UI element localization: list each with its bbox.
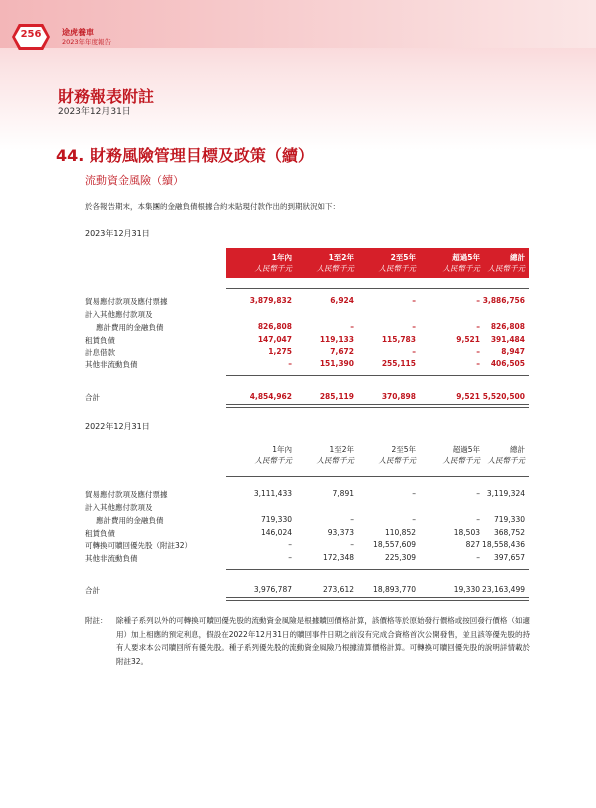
table-2022-date: 2022年12月31日 — [85, 422, 150, 431]
column-header — [455, 444, 525, 466]
cell: – — [412, 296, 416, 305]
cell: – — [476, 347, 480, 356]
table-row — [85, 528, 529, 538]
cell: 285,119 — [319, 392, 354, 401]
row-label: 貿易應付款項及應付票據 — [85, 490, 168, 499]
column-header — [346, 252, 416, 274]
cell: 397,657 — [493, 553, 525, 562]
row-label: 應計費用的金融負債 — [96, 516, 164, 525]
cell: – — [412, 347, 416, 356]
row-label: 計入其他應付款項及 — [85, 310, 153, 319]
table-row — [85, 296, 529, 306]
column-period: 總計 — [510, 445, 525, 454]
table-2022-header — [226, 444, 529, 472]
table-2023-total-line — [226, 404, 529, 408]
cell: 18,557,609 — [373, 540, 416, 549]
table-2022-total-line — [226, 597, 529, 601]
cell: – — [476, 296, 480, 305]
cell: 6,924 — [330, 296, 354, 305]
cell: 826,808 — [257, 322, 292, 331]
page-number: 256 — [20, 29, 42, 40]
cell: – — [476, 322, 480, 331]
cell: – — [350, 322, 354, 331]
column-unit: 人民幣千元 — [316, 264, 354, 273]
table-row — [85, 359, 529, 369]
footnote-label: 附註： — [85, 616, 108, 625]
cell: 7,672 — [330, 347, 354, 356]
row-label: 其他非流動負債 — [85, 554, 138, 563]
cell: 719,330 — [493, 515, 525, 524]
table-row — [85, 489, 529, 499]
row-label: 租賃負債 — [85, 336, 115, 345]
page-date: 2023年12月31日 — [58, 107, 131, 117]
row-label: 租賃負債 — [85, 529, 115, 538]
cell: 151,390 — [319, 359, 354, 368]
cell: 93,373 — [327, 528, 354, 537]
column-unit: 人民幣千元 — [378, 264, 416, 273]
table-row — [85, 515, 529, 525]
cell: 3,119,324 — [486, 489, 525, 498]
table-row — [85, 347, 529, 357]
table-row — [85, 540, 529, 550]
cell: – — [476, 359, 480, 368]
column-period: 2至5年 — [391, 445, 416, 454]
section-title: 44. 財務風險管理目標及政策（續） — [56, 146, 314, 165]
cell: 172,348 — [322, 553, 354, 562]
table-2023-divider — [226, 288, 529, 289]
table-row — [85, 309, 529, 319]
column-header — [455, 252, 525, 274]
section-subtitle: 流動資金風險（續） — [85, 174, 184, 187]
column-unit: 人民幣千元 — [442, 264, 480, 273]
table-row — [85, 502, 529, 512]
column-period: 超過5年 — [452, 253, 480, 262]
cell: 8,947 — [501, 347, 525, 356]
column-period: 1年內 — [271, 253, 292, 262]
row-label: 可轉換可贖回優先股（附註32） — [85, 541, 193, 550]
cell: 826,808 — [490, 322, 525, 331]
report-name: 2023年年度報告 — [62, 38, 112, 46]
cell: 3,111,433 — [253, 489, 292, 498]
cell: 827 — [465, 540, 480, 549]
company-name: 途虎養車 — [62, 28, 94, 37]
cell: 3,976,787 — [253, 585, 292, 594]
row-label: 合計 — [85, 393, 100, 402]
column-unit: 人民幣千元 — [316, 456, 354, 465]
column-header — [226, 444, 292, 466]
cell: – — [412, 322, 416, 331]
cell: 406,505 — [490, 359, 525, 368]
row-label: 合計 — [85, 586, 100, 595]
row-label: 貿易應付款項及應付票據 — [85, 297, 168, 306]
cell: – — [288, 540, 292, 549]
column-period: 1至2年 — [328, 253, 354, 262]
cell: 3,879,832 — [249, 296, 292, 305]
cell: 370,898 — [381, 392, 416, 401]
cell: 1,275 — [268, 347, 292, 356]
table-2022-divider — [226, 476, 529, 477]
cell: – — [288, 553, 292, 562]
column-unit: 人民幣千元 — [487, 456, 525, 465]
column-header — [284, 252, 354, 274]
cell: 391,484 — [490, 335, 525, 344]
cell: 18,893,770 — [373, 585, 416, 594]
row-label: 計入其他應付款項及 — [85, 503, 153, 512]
cell: – — [476, 553, 480, 562]
cell: 23,163,499 — [482, 585, 525, 594]
cell: – — [412, 515, 416, 524]
table-2023-date: 2023年12月31日 — [85, 229, 150, 238]
cell: 255,115 — [381, 359, 416, 368]
cell: – — [350, 515, 354, 524]
table-2023-header — [226, 248, 529, 278]
column-header — [284, 444, 354, 466]
table-row-total — [85, 392, 529, 402]
cell: 225,309 — [384, 553, 416, 562]
cell: 273,612 — [322, 585, 354, 594]
cell: 368,752 — [493, 528, 525, 537]
column-period: 1至2年 — [329, 445, 354, 454]
column-header — [226, 252, 292, 274]
cell: 5,520,500 — [482, 392, 525, 401]
cell: 119,133 — [319, 335, 354, 344]
column-header — [346, 444, 416, 466]
page-title: 財務報表附註 — [58, 87, 155, 106]
row-label: 計息借款 — [85, 348, 115, 357]
cell: – — [350, 540, 354, 549]
table-row — [85, 553, 529, 563]
cell: 9,521 — [456, 335, 480, 344]
column-unit: 人民幣千元 — [254, 264, 292, 273]
cell: – — [288, 359, 292, 368]
table-row — [85, 335, 529, 345]
column-unit: 人民幣千元 — [254, 456, 292, 465]
footnote-text: 除種子系列以外的可轉換可贖回優先股的流動資金風險是根據贖回價格計算，該價格等於原始發行價格或按回發行價格（如適用）加上相應的預定利息，假設在2022年12月31日的贖回事件日期之前沒有完成合資格首次公開發售，並且該等優先股的持有人要求本公司贖回所有優先股。種子系列優先股的流動資金風險乃根據清算價格計算。可轉換可贖回優先股的說明詳情載於附註32。 — [116, 616, 530, 666]
cell: 18,503 — [453, 528, 480, 537]
cell: – — [412, 489, 416, 498]
cell: – — [476, 515, 480, 524]
cell: 719,330 — [260, 515, 292, 524]
cell: 115,783 — [381, 335, 416, 344]
intro-text: 於各報告期末，本集團的金融負債根據合約未貼現付款作出的到期狀況如下： — [85, 202, 340, 211]
cell: 9,521 — [456, 392, 480, 401]
cell: 7,891 — [332, 489, 354, 498]
cell: 19,330 — [453, 585, 480, 594]
table-2022-subtotal-line — [226, 569, 529, 570]
column-unit: 人民幣千元 — [442, 456, 480, 465]
cell: 110,852 — [384, 528, 416, 537]
column-period: 2至5年 — [390, 253, 416, 262]
cell: 147,047 — [257, 335, 292, 344]
column-period: 超過5年 — [452, 445, 480, 454]
cell: 146,024 — [260, 528, 292, 537]
cell: 18,558,436 — [482, 540, 525, 549]
column-unit: 人民幣千元 — [487, 264, 525, 273]
column-period: 總計 — [510, 253, 525, 262]
row-label: 應計費用的金融負債 — [96, 323, 164, 332]
cell: – — [476, 489, 480, 498]
table-2023-subtotal-line — [226, 375, 529, 376]
table-row-total — [85, 585, 529, 595]
cell: 3,886,756 — [482, 296, 525, 305]
column-period: 1年內 — [272, 445, 292, 454]
column-unit: 人民幣千元 — [378, 456, 416, 465]
table-row — [85, 322, 529, 332]
row-label: 其他非流動負債 — [85, 360, 138, 369]
cell: 4,854,962 — [249, 392, 292, 401]
